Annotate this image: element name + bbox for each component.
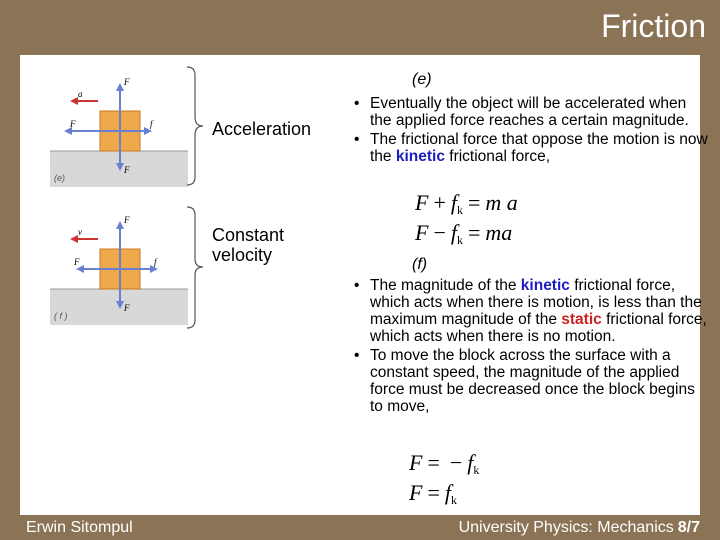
- section-f-label: (f): [412, 256, 428, 273]
- equation-1: $F + f_k = m$ a: [415, 190, 518, 217]
- equation-4: $F = f_k$: [409, 480, 457, 507]
- label-constant-velocity: Constant velocity: [212, 225, 285, 265]
- label-acceleration: Acceleration: [212, 119, 312, 139]
- figure-e: [50, 67, 188, 187]
- svg-text:f: f: [150, 119, 153, 129]
- svg-text:f: f: [154, 257, 157, 267]
- section-e-label: (e): [412, 71, 432, 88]
- footer-author: Erwin Sitompul: [26, 519, 133, 536]
- brace-f: [185, 205, 207, 330]
- bullet-e-1: • Eventually the object will be accelerated when the applied force reaches a certain magnitude.: [350, 95, 710, 129]
- svg-text:F: F: [124, 165, 130, 175]
- section-e-bullets: [350, 95, 710, 167]
- figure-f: [50, 205, 188, 325]
- svg-text:a: a: [78, 89, 83, 99]
- bullet-e-2-text-end: frictional force,: [444, 148, 551, 165]
- svg-text:F: F: [124, 303, 130, 313]
- keyword-kinetic: kinetic: [395, 148, 445, 165]
- figure-f-caption: ( f ): [54, 311, 68, 321]
- footer-course: [459, 519, 700, 537]
- svg-text:F: F: [124, 77, 130, 87]
- footer-course-title: University Physics: Mechanics: [458, 519, 674, 536]
- svg-text:F: F: [124, 215, 130, 225]
- svg-text:F: F: [74, 257, 80, 267]
- svg-text:F: F: [70, 119, 76, 129]
- equation-3: F = − $f_k$: [409, 450, 480, 477]
- accelerating-block-diagram: [50, 67, 188, 187]
- constant-velocity-block-diagram: [50, 205, 188, 325]
- slide-title: Friction: [601, 8, 706, 44]
- content-area: [20, 55, 708, 515]
- bullet-e-2: [350, 131, 710, 165]
- keyword-kinetic-2: kinetic: [520, 277, 570, 294]
- section-f-bullets: [350, 277, 710, 417]
- bullet-f-1-text: The magnitude of the: [370, 277, 521, 294]
- keyword-static: static: [561, 311, 602, 328]
- brace-e: [185, 65, 207, 187]
- equation-2: $F - f_k$ = ma: [415, 220, 513, 247]
- bullet-f-1: [350, 277, 710, 345]
- page-number: 8/7: [677, 519, 700, 536]
- figure-e-caption: (e): [54, 173, 65, 183]
- bullet-e-2-text: The frictional force that oppose the motion is now the: [370, 131, 708, 165]
- bullet-f-2: • To move the block across the surface with a constant speed, the magnitude of the applied force must be decreased once the block begins to move,: [350, 347, 710, 415]
- svg-text:v: v: [78, 227, 82, 237]
- bullet-f-1-text-mid: frictional force, which acts when there is motion, is less than the maximum magnitude of the: [370, 277, 702, 328]
- bullet-f-1-text-end: frictional force, which acts when there is no motion.: [370, 311, 707, 345]
